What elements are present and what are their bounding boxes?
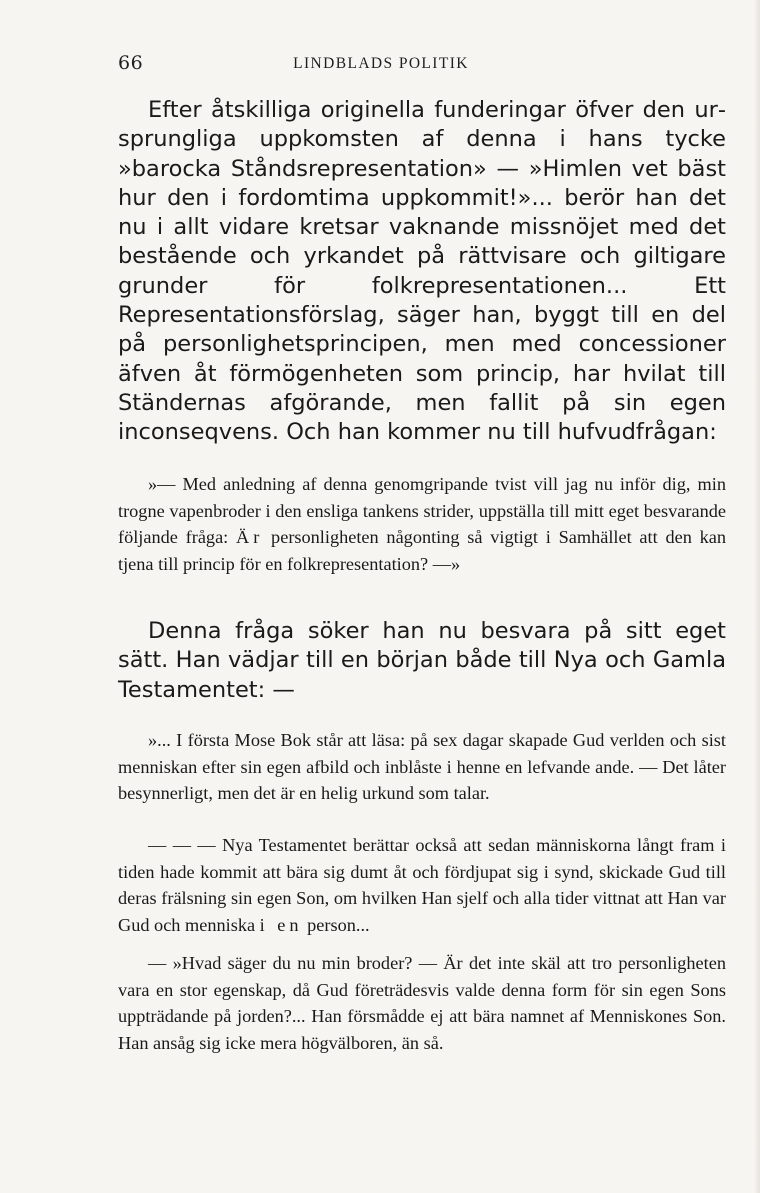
quote-nt-text-after: person... xyxy=(302,914,370,935)
quote-question-spaced-word: Är xyxy=(236,527,264,547)
quote-nt-spaced-words: i en xyxy=(259,914,303,935)
page-number: 66 xyxy=(118,52,144,74)
quote-question xyxy=(118,471,726,577)
paragraph-testaments: Denna fråga söker han nu besvara på sitt eget sätt. Han vädjar till en början både till Nya och Gamla Testamentet: — xyxy=(118,618,726,703)
quote-brother: — »Hvad säger du nu min broder? — Är det inte skäl att tro personligheten vara en stor egenskap, då Gud företrädesvis valde denna form för sin egen Sons uppträdande på jorden?... Han försmådde ej att bära namnet af Menniskones Son. Han ansåg sig icke mera högvälboren, än så. xyxy=(118,953,726,1053)
paragraph-intro: Efter åtskilliga originella funderingar öfver den ursprungliga uppkomsten af denna i hans tycke »barocka Ståndsrepresentation» — »Himlen vet bäst hur den i fordomtima uppkommit!»... berör han det nu i allt vidare kretsar vaknande missnöjet med det bestående och yrkandet på rättvisare och giltigare grunder för folkrepresentationen... Ett Representationsförslag, säger han, byggt till en del på personlighetsprincipen, men med concessioner äfven åt förmögenheten som princip, har hvilat till Ständernas afgörande, men fallit på sin egen inconseqvens. Och han kommer nu till hufvudfrågan: xyxy=(118,97,726,446)
page-header xyxy=(118,52,644,80)
quote-new-testament xyxy=(118,832,726,938)
page-edge-shadow xyxy=(754,0,760,1193)
quote-nt-text-before: — — — Nya Testamentet berättar också att sedan människorna långt fram i tiden hade kommit att bära sig dumt åt och fördjupat sig i synd, skickade Gud till deras frälsning sin egen Son, om hvilken Han sjelf och alla tider vittnat att Han var Gud och menniska xyxy=(118,835,726,935)
quote-question-text-before: »— Med anledning af denna genomgripande tvist vill jag nu inför dig, min trogne vapenbroder i den ensliga tankens strider, uppställa till mitt eget besvarande följande fråga: xyxy=(118,474,726,547)
quote-genesis: »... I första Mose Bok står att läsa: på sex dagar skapade Gud verlden och sist menniskan efter sin egen afbild och inblåste i henne en lefvande ande. — Det låter besynnerligt, men det är en helig urkund som talar. xyxy=(118,730,726,803)
quote-question-text-after: personligheten någonting så vigtigt i Samhället att den kan tjena till princip för en folkrepresentation? —» xyxy=(118,527,726,574)
running-head: LINDBLADS POLITIK xyxy=(293,55,469,72)
